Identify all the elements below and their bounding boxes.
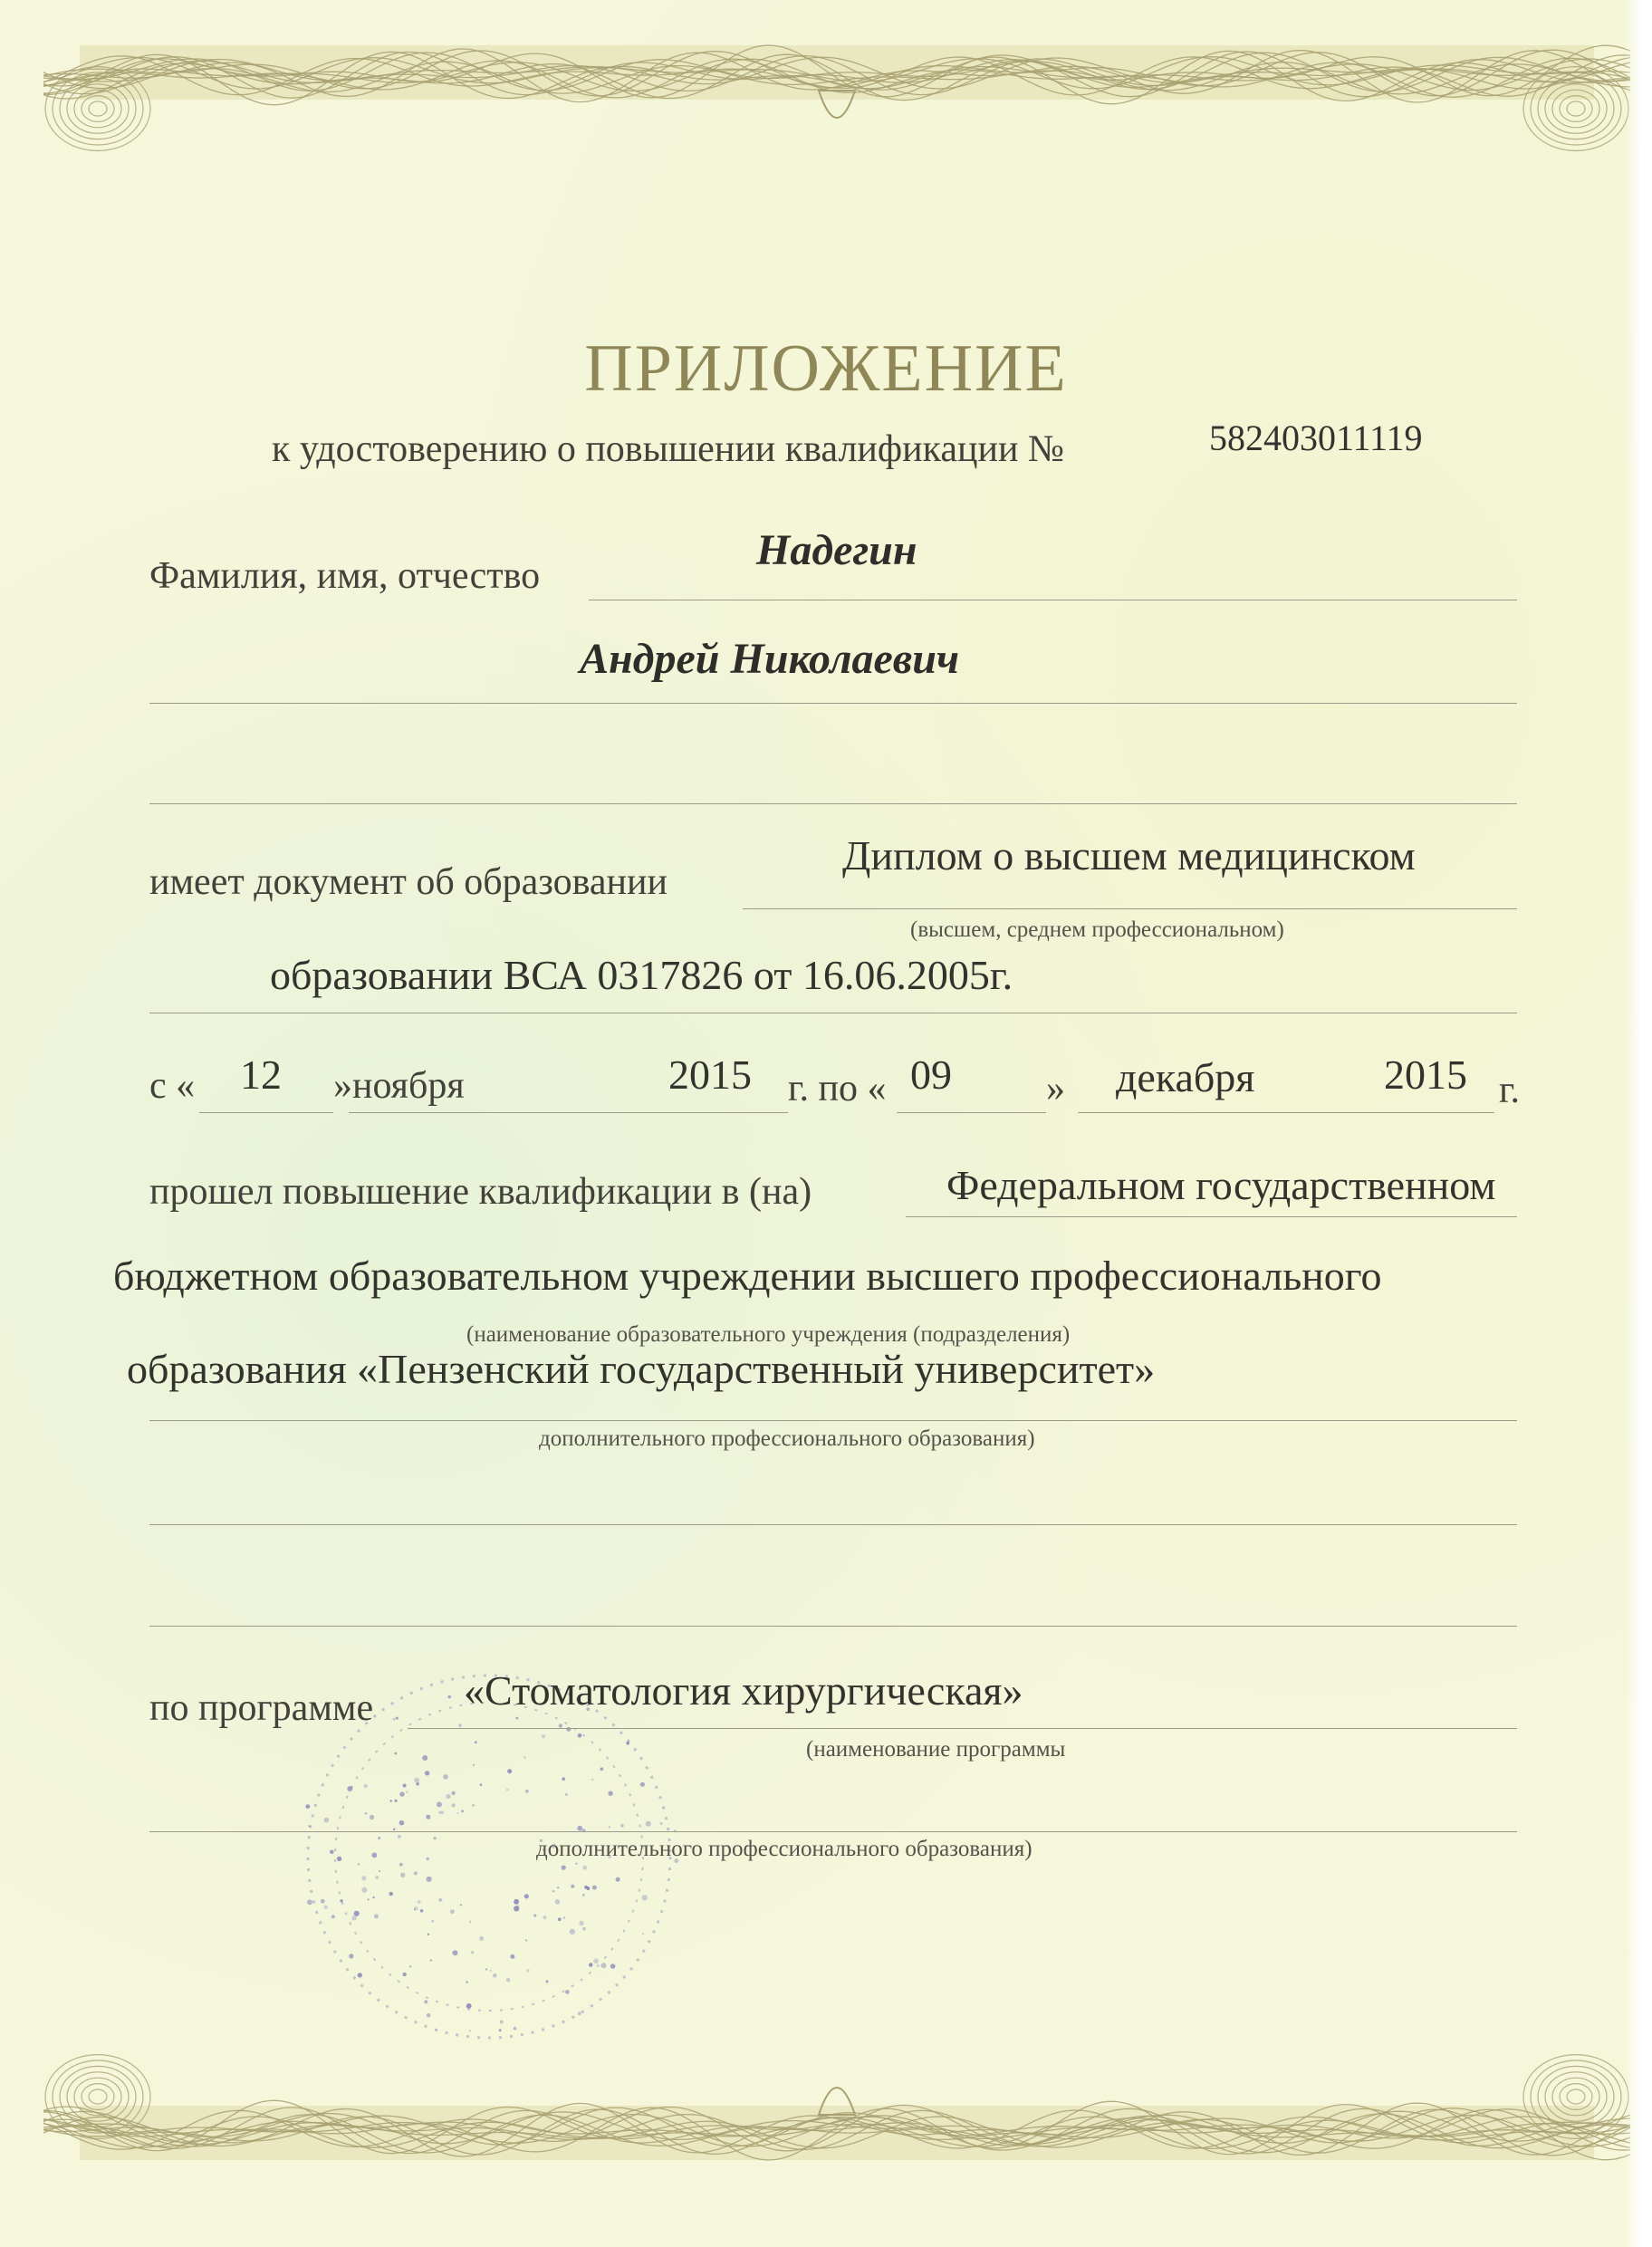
top-ornament-border — [43, 27, 1630, 163]
program-caption-2: дополнительного профессионального образования) — [536, 1837, 1032, 1861]
education-doc-value-1: Диплом о высшем медицинском — [842, 832, 1416, 879]
education-doc-value-2: образовании ВСА 0317826 от 16.06.2005г. — [270, 952, 1013, 998]
period-to-day: 09 — [910, 1051, 952, 1098]
education-doc-rule-1 — [743, 908, 1517, 909]
education-doc-caption: (высшем, среднем профессиональном) — [910, 917, 1284, 942]
period-rule-to-day — [897, 1112, 1046, 1113]
surname-value: Надегин — [756, 526, 917, 574]
given-names-value: Андрей Николаевич — [580, 635, 960, 683]
period-to-month: декабря — [1116, 1054, 1255, 1100]
institution-value-1: Федеральном государственном — [946, 1162, 1496, 1208]
period-suffix: г. — [1499, 1070, 1520, 1111]
period-from-year: 2015 — [668, 1051, 752, 1098]
fio-label: Фамилия, имя, отчество — [149, 555, 541, 597]
institution-rule-4 — [149, 1626, 1517, 1627]
period-to-quote: » — [1046, 1068, 1065, 1109]
period-rule-day — [199, 1112, 333, 1113]
institution-rule-2 — [149, 1420, 1517, 1421]
period-from-day: 12 — [240, 1051, 282, 1098]
program-caption-1: (наименование программы — [806, 1737, 1066, 1762]
institution-caption-2: дополнительного профессионального образования) — [539, 1426, 1035, 1451]
institution-value-3: образования «Пензенский государственный университет» — [127, 1346, 1156, 1392]
institution-rule-3 — [149, 1524, 1517, 1525]
period-from-prefix: с « — [149, 1065, 196, 1107]
program-label: по программе — [149, 1687, 374, 1729]
fio-rule-2 — [149, 703, 1517, 704]
period-from-month: »ноября — [333, 1065, 465, 1107]
program-rule-1 — [408, 1728, 1517, 1729]
period-rule-month — [349, 1112, 788, 1113]
subtitle: к удостоверению о повышении квалификации № — [272, 428, 1064, 470]
program-rule-2 — [149, 1831, 1517, 1832]
period-rule-to-month — [1078, 1112, 1494, 1113]
page-title: ПРИЛОЖЕНИЕ — [584, 331, 1068, 406]
education-doc-label: имеет документ об образовании — [149, 861, 668, 903]
institution-rule-1 — [906, 1216, 1517, 1217]
program-value: «Стоматология хирургическая» — [464, 1667, 1023, 1714]
period-to-year: 2015 — [1384, 1051, 1467, 1098]
institution-caption-1: (наименование образовательного учреждения (подразделения) — [466, 1322, 1071, 1347]
institution-value-2: бюджетном образовательном учреждении высшего профессионального — [113, 1253, 1382, 1299]
certificate-number: 582403011119 — [1209, 418, 1423, 458]
period-to-prefix: г. по « — [788, 1068, 887, 1109]
fio-rule-3 — [149, 803, 1517, 804]
institution-label: прошел повышение квалификации в (на) — [149, 1171, 812, 1213]
